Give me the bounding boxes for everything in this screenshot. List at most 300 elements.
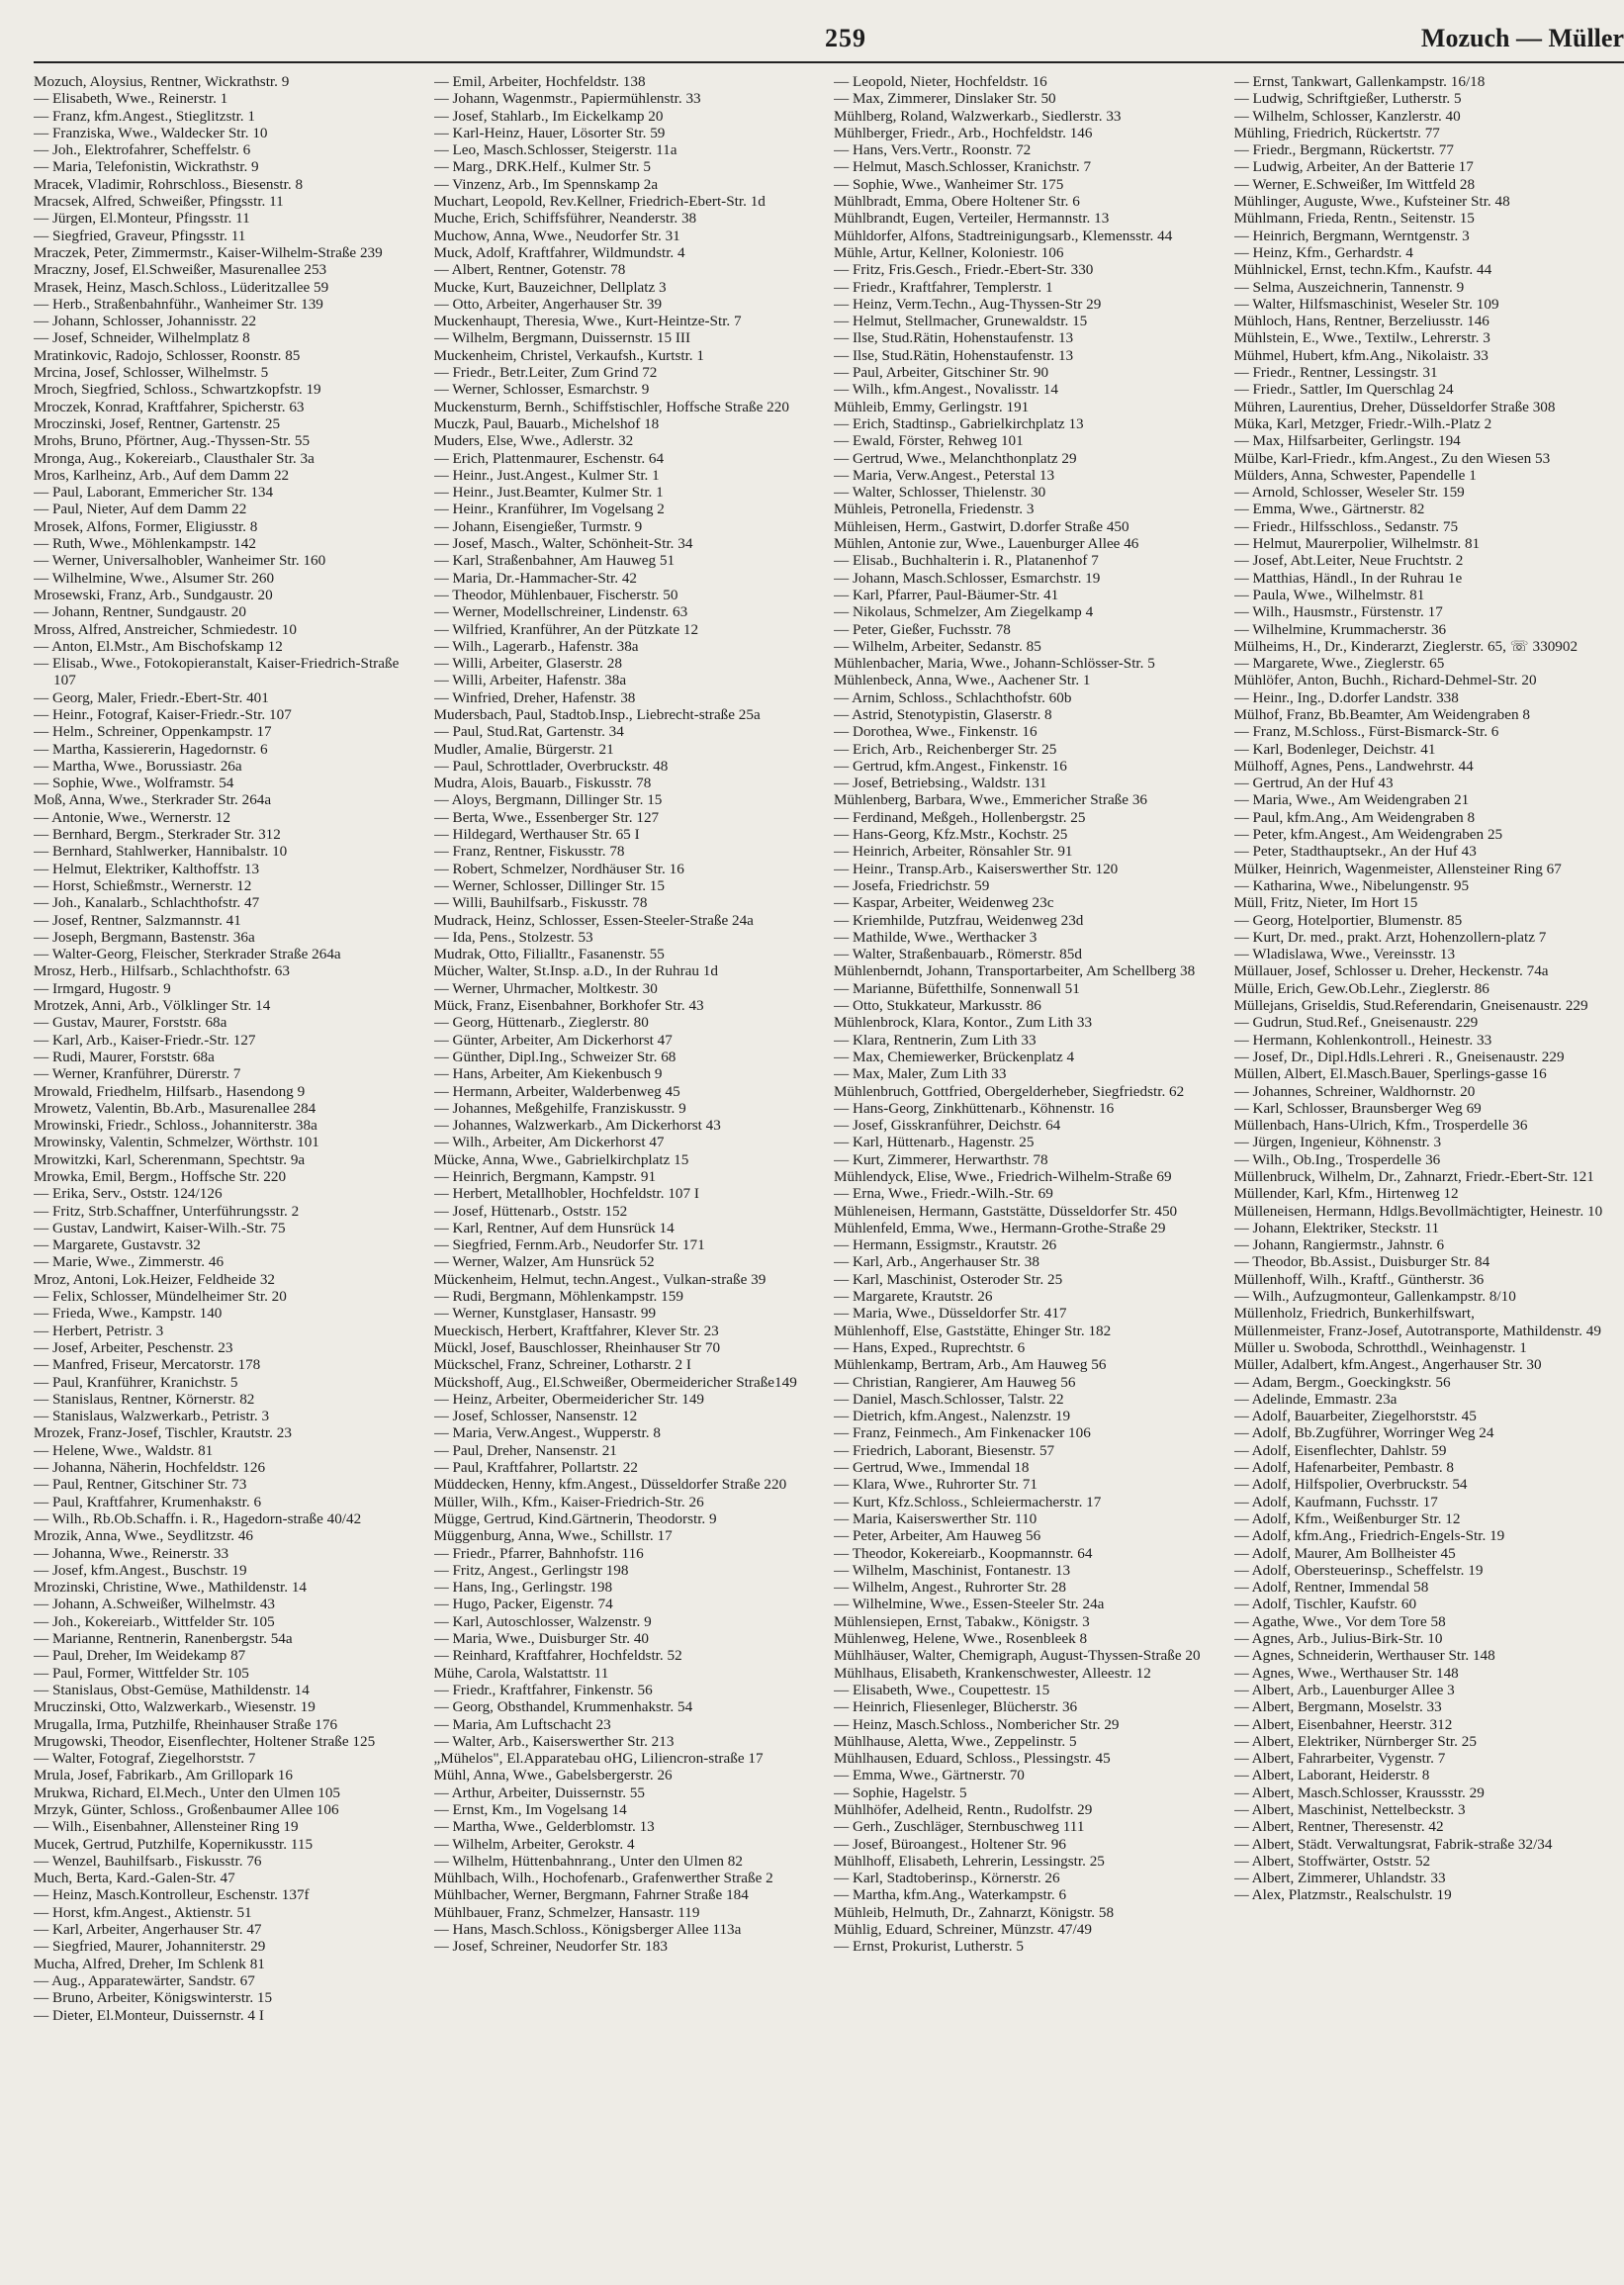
directory-entry: — Albert, Fahrarbeiter, Vygenstr. 7 xyxy=(1233,1750,1446,1768)
directory-entry: Muchart, Leopold, Rev.Kellner, Friedrich-Ebert-Str. 1d xyxy=(433,193,766,211)
directory-entry: Mrukwa, Richard, El.Mech., Unter den Ulmen 105 xyxy=(34,1783,341,1801)
directory-entry: Mühlbauer, Franz, Schmelzer, Hansastr. 119 xyxy=(433,1903,700,1921)
directory-entry: — Arnold, Schlosser, Weseler Str. 159 xyxy=(1233,484,1465,502)
directory-entry: Mühmel, Hubert, kfm.Ang., Nikolaistr. 33 xyxy=(1233,346,1489,364)
directory-entry: Mühleisen, Herm., Gastwirt, D.dorfer Straße 450 xyxy=(834,517,1129,535)
directory-entry: — Sophie, Hagelstr. 5 xyxy=(834,1783,967,1801)
directory-entry: Mühlenbruch, Gottfried, Obergelderheber, Siegfriedstr. 62 xyxy=(834,1082,1185,1100)
directory-entry: Mross, Alfred, Anstreicher, Schmiedestr. 10 xyxy=(34,620,297,638)
directory-entry: — Werner, Schlosser, Dillinger Str. 15 xyxy=(433,876,665,894)
directory-entry: — Johann, Masch.Schlosser, Esmarchstr. 19 xyxy=(834,569,1101,587)
directory-entry: Mudrack, Heinz, Schlosser, Essen-Steeler-Straße 24a xyxy=(433,911,754,929)
directory-entry: — Arthur, Arbeiter, Duissernstr. 55 xyxy=(433,1783,645,1801)
directory-entry: — Adolf, Hafenarbeiter, Pembastr. 8 xyxy=(1233,1459,1455,1477)
directory-entry: — Paul, Stud.Rat, Gartenstr. 34 xyxy=(433,723,624,741)
directory-entry: Mucha, Alfred, Dreher, Im Schlenk 81 xyxy=(34,1955,265,1972)
directory-entry: — Karl, Arbeiter, Angerhauser Str. 47 xyxy=(34,1921,262,1939)
directory-entry: — Paul, Former, Wittfelder Str. 105 xyxy=(34,1664,249,1682)
directory-entry: Mrosz, Herb., Hilfsarb., Schlachthofstr. 63 xyxy=(34,962,290,980)
directory-entry: — Jürgen, Ingenieur, Köhnenstr. 3 xyxy=(1233,1134,1442,1151)
directory-entry: — Albert, Elektriker, Nürnberger Str. 25 xyxy=(1233,1732,1477,1750)
directory-entry: — Adolf, Obersteuerinsp., Scheffelstr. 19 xyxy=(1233,1561,1484,1579)
directory-entry: — Adolf, Bauarbeiter, Ziegelhorststr. 45 xyxy=(1233,1408,1477,1425)
directory-entry: Mühlhöfer, Adelheid, Rentn., Rudolfstr. 29 xyxy=(834,1800,1093,1818)
directory-entry: Muchow, Anna, Wwe., Neudorfer Str. 31 xyxy=(433,227,680,244)
directory-entry: — Peter, Arbeiter, Am Hauweg 56 xyxy=(834,1527,1041,1545)
directory-entry: — Friedr., Sattler, Im Querschlag 24 xyxy=(1233,381,1454,399)
directory-entry: — Johann, A.Schweißer, Wilhelmstr. 43 xyxy=(34,1596,276,1613)
directory-entry: — Karl, Schlosser, Braunsberger Weg 69 xyxy=(1233,1099,1482,1117)
directory-entry: — Hermann, Kohlenkontroll., Heinestr. 33 xyxy=(1233,1031,1492,1049)
directory-entry: — Johann, Elektriker, Steckstr. 11 xyxy=(1233,1219,1440,1236)
directory-entry: — Johannes, Walzwerkarb., Am Dickerhorst 43 xyxy=(433,1117,721,1135)
directory-entry: — Kurt, Kfz.Schloss., Schleiermacherstr. 17 xyxy=(834,1493,1102,1510)
directory-entry: Mückenheim, Helmut, techn.Angest., Vulkan-straße 39 xyxy=(433,1270,767,1288)
directory-entry: — Wilhelm, Maschinist, Fontanestr. 13 xyxy=(834,1561,1071,1579)
page-number: 259 xyxy=(825,24,866,52)
directory-entry: — Georg, Maler, Friedr.-Ebert-Str. 401 xyxy=(34,688,269,706)
directory-entry: Mucek, Gertrud, Putzhilfe, Kopernikusstr. 115 xyxy=(34,1835,314,1853)
directory-entry: Mühlhausen, Eduard, Schloss., Plessingstr. 45 xyxy=(834,1750,1111,1768)
directory-entry: — Marg., DRK.Helf., Kulmer Str. 5 xyxy=(433,158,651,176)
directory-entry: — Wilh., kfm.Angest., Novalisstr. 14 xyxy=(834,381,1058,399)
directory-entry: — Adolf, Bb.Zugführer, Worringer Weg 24 xyxy=(1233,1424,1494,1442)
directory-entry: Mückschel, Franz, Schreiner, Lotharstr. 2 I xyxy=(433,1356,691,1374)
directory-entry: — Martha, Wwe., Gelderblomstr. 13 xyxy=(433,1818,655,1836)
directory-entry: Mronga, Aug., Kokereiarb., Clausthaler Str. 3a xyxy=(34,449,315,467)
directory-entry: — Hermann, Essigmstr., Krautstr. 26 xyxy=(834,1236,1057,1254)
directory-entry: Muche, Erich, Schiffsführer, Neanderstr. 38 xyxy=(433,210,697,228)
directory-entry: — Josef, Abt.Leiter, Neue Fruchtstr. 2 xyxy=(1233,552,1464,570)
directory-entry: — Georg, Hotelportier, Blumenstr. 85 xyxy=(1233,911,1463,929)
directory-entry: — Antonie, Wwe., Wernerstr. 12 xyxy=(34,808,230,826)
directory-entry: — Maria, Verw.Angest., Wupperstr. 8 xyxy=(433,1424,661,1442)
directory-entry: — Anton, El.Mstr., Am Bischofskamp 12 xyxy=(34,637,283,655)
directory-entry: — Horst, kfm.Angest., Aktienstr. 51 xyxy=(34,1903,252,1921)
directory-entry: — Hans, Ing., Gerlingstr. 198 xyxy=(433,1579,613,1597)
directory-entry: — Werner, Kunstglaser, Hansastr. 99 xyxy=(433,1305,657,1323)
column-1 xyxy=(34,73,424,2277)
directory-entry: — Hans-Georg, Kfz.Mstr., Kochstr. 25 xyxy=(834,826,1068,844)
directory-entry: — Heinz, Masch.Kontrolleur, Eschenstr. 137f xyxy=(34,1886,310,1904)
directory-entry: Mülders, Anna, Schwester, Papendelle 1 xyxy=(1233,466,1477,484)
directory-entry: — Ruth, Wwe., Möhlenkampstr. 142 xyxy=(34,535,256,553)
directory-entry: — Elisabeth, Wwe., Coupettestr. 15 xyxy=(834,1681,1050,1698)
directory-entry: — Marie, Wwe., Zimmerstr. 46 xyxy=(34,1253,225,1271)
directory-entry: — Matthias, Händl., In der Ruhrau 1e xyxy=(1233,569,1463,587)
directory-entry: — Ernst, Prokurist, Lutherstr. 5 xyxy=(834,1938,1024,1956)
directory-entry: — Werner, Modellschreiner, Lindenstr. 63 xyxy=(433,603,688,621)
directory-entry: — Adolf, Tischler, Kaufstr. 60 xyxy=(1233,1596,1417,1613)
directory-entry: — Albert, Arb., Lauenburger Allee 3 xyxy=(1233,1681,1455,1698)
directory-entry: — Albert, Laborant, Heiderstr. 8 xyxy=(1233,1767,1430,1784)
directory-entry: — Wilh., Aufzugmonteur, Gallenkampstr. 8/10 xyxy=(1233,1288,1516,1306)
directory-entry: — Adolf, Hilfspolier, Overbruckstr. 54 xyxy=(1233,1476,1468,1494)
directory-entry: — Ludwig, Schriftgießer, Lutherstr. 5 xyxy=(1233,90,1462,108)
directory-entry: — Ludwig, Arbeiter, An der Batterie 17 xyxy=(1233,158,1474,176)
directory-entry: — Adelinde, Emmastr. 23a xyxy=(1233,1390,1398,1408)
directory-entry: — Günther, Dipl.Ing., Schweizer Str. 68 xyxy=(433,1048,677,1065)
directory-entry: Mudra, Alois, Bauarb., Fiskusstr. 78 xyxy=(433,775,652,792)
directory-entry: — Helmut, Elektriker, Kalthoffstr. 13 xyxy=(34,860,260,877)
directory-entry: — Aloys, Bergmann, Dillinger Str. 15 xyxy=(433,791,663,809)
directory-entry: — Stanislaus, Obst-Gemüse, Mathildenstr. 14 xyxy=(34,1681,310,1698)
directory-entry: — Karl, Pfarrer, Paul-Bäumer-Str. 41 xyxy=(834,586,1059,603)
directory-entry: — Fritz, Fris.Gesch., Friedr.-Ebert-Str. 330 xyxy=(834,261,1094,279)
directory-entry: — Hans, Vers.Vertr., Roonstr. 72 xyxy=(834,141,1032,159)
directory-entry: — Wilhelm, Hüttenbahnrang., Unter den Ulmen 82 xyxy=(433,1852,743,1870)
directory-entry: — Peter, Gießer, Fuchsstr. 78 xyxy=(834,620,1011,638)
directory-entry: — Johanna, Wwe., Reinerstr. 33 xyxy=(34,1544,229,1562)
directory-entry: — Franz, Rentner, Fiskusstr. 78 xyxy=(433,843,625,861)
directory-entry: — Joseph, Bergmann, Bastenstr. 36a xyxy=(34,928,255,946)
directory-entry: — Siegfried, Graveur, Pfingsstr. 11 xyxy=(34,227,246,244)
directory-entry: — Heinrich, Arbeiter, Rönsahler Str. 91 xyxy=(834,843,1073,861)
directory-entry: — Josef, Betriebsing., Waldstr. 131 xyxy=(834,775,1047,792)
directory-entry: — Martha, Kassiererin, Hagedornstr. 6 xyxy=(34,740,268,758)
directory-entry: — Arnim, Schloss., Schlachthofstr. 60b xyxy=(834,688,1072,706)
directory-entry: — Josef, Rentner, Salzmannstr. 41 xyxy=(34,911,241,929)
directory-entry: — Mathilde, Wwe., Werthacker 3 xyxy=(834,928,1038,946)
directory-entry: — Wilhelm, Arbeiter, Gerokstr. 4 xyxy=(433,1835,635,1853)
directory-entry: Mühlhäuser, Walter, Chemigraph, August-Thyssen-Straße 20 xyxy=(834,1647,1201,1665)
directory-entry: — Helm., Schreiner, Oppenkampstr. 17 xyxy=(34,723,272,741)
directory-entry: — Helmut, Masch.Schlosser, Kranichstr. 7 xyxy=(834,158,1092,176)
directory-entry: Muczk, Paul, Bauarb., Michelshof 18 xyxy=(433,414,660,432)
directory-entry: — Kaspar, Arbeiter, Weidenweg 23c xyxy=(834,894,1054,912)
directory-entry: — Stanislaus, Rentner, Körnerstr. 82 xyxy=(34,1390,255,1408)
directory-entry: „Mühelos", El.Apparatebau oHG, Liliencron-straße 17 xyxy=(433,1750,764,1768)
directory-entry: Mülheims, H., Dr., Kinderarzt, Zieglerstr. 65, ☏ 330902 xyxy=(1233,637,1579,655)
directory-entry: — Gustav, Maurer, Forststr. 68a xyxy=(34,1014,227,1032)
directory-entry: Moß, Anna, Wwe., Sterkrader Str. 264a xyxy=(34,791,272,809)
directory-entry: — Paul, Laborant, Emmericher Str. 134 xyxy=(34,484,274,502)
directory-entry: Mraczny, Josef, El.Schweißer, Masurenallee 253 xyxy=(34,261,327,279)
directory-entry: — Josef, Gisskranführer, Deichstr. 64 xyxy=(834,1117,1061,1135)
directory-entry: — Hans, Exped., Ruprechtstr. 6 xyxy=(834,1338,1026,1356)
directory-entry: — Kurt, Zimmerer, Herwarthstr. 78 xyxy=(834,1150,1048,1168)
directory-entry: — Wilh., Rb.Ob.Schaffn. i. R., Hagedorn-straße 40/42 xyxy=(34,1509,362,1527)
directory-entry: — Johann, Rentner, Sundgaustr. 20 xyxy=(34,603,246,621)
directory-entry: — Gertrud, An der Huf 43 xyxy=(1233,775,1394,792)
directory-entry: Mros, Karlheinz, Arb., Auf dem Damm 22 xyxy=(34,466,290,484)
directory-entry: Mülhof, Franz, Bb.Beamter, Am Weidengraben 8 xyxy=(1233,705,1530,723)
directory-entry: — Josefa, Friedrichstr. 59 xyxy=(834,876,990,894)
directory-entry: Mrohs, Bruno, Pförtner, Aug.-Thyssen-Str. 55 xyxy=(34,432,311,450)
directory-entry: — Hans-Georg, Zinkhüttenarb., Köhnenstr. 16 xyxy=(834,1099,1115,1117)
directory-entry: — Gudrun, Stud.Ref., Gneisenaustr. 229 xyxy=(1233,1014,1479,1032)
directory-entry: — Gustav, Landwirt, Kaiser-Wilh.-Str. 75 xyxy=(34,1219,286,1236)
directory-entry: — Heinz, Verm.Techn., Aug-Thyssen-Str 29 xyxy=(834,295,1102,313)
directory-entry: — Otto, Arbeiter, Angerhauser Str. 39 xyxy=(433,295,663,313)
directory-entry: Mühldorfer, Alfons, Stadtreinigungsarb., Klemensstr. 44 xyxy=(834,227,1173,244)
directory-entry: — Marianne, Rentnerin, Ranenbergstr. 54a xyxy=(34,1630,293,1648)
directory-entry: — Felix, Schlosser, Mündelheimer Str. 20 xyxy=(34,1288,287,1306)
directory-entry: — Wilfried, Kranführer, An der Pützkate 12 xyxy=(433,620,699,638)
directory-entry: — Alex, Platzmstr., Realschulstr. 19 xyxy=(1233,1886,1452,1904)
directory-entry: — Karl, Stadtoberinsp., Körnerstr. 26 xyxy=(834,1870,1060,1887)
directory-entry: — Paul, Rentner, Gitschiner Str. 73 xyxy=(34,1476,247,1494)
directory-entry: Mrula, Josef, Fabrikarb., Am Grillopark 16 xyxy=(34,1767,293,1784)
directory-entry: — Wilh., Arbeiter, Am Dickerhorst 47 xyxy=(433,1134,665,1151)
directory-entry: — Paul, Arbeiter, Gitschiner Str. 90 xyxy=(834,364,1049,382)
directory-entry: Müll, Fritz, Nieter, Im Hort 15 xyxy=(1233,894,1418,912)
directory-entry: — Werner, Walzer, Am Hunsrück 52 xyxy=(433,1253,655,1271)
directory-entry: — Albert, Masch.Schlosser, Kraussstr. 29 xyxy=(1233,1783,1485,1801)
directory-entry: — Adolf, Kfm., Weißenburger Str. 12 xyxy=(1233,1509,1461,1527)
directory-entry: — Kriemhilde, Putzfrau, Weidenweg 23d xyxy=(834,911,1084,929)
directory-entry: — Agnes, Arb., Julius-Birk-Str. 10 xyxy=(1233,1630,1443,1648)
directory-entry: — Peter, kfm.Angest., Am Weidengraben 25 xyxy=(1233,826,1503,844)
directory-entry: Mrozik, Anna, Wwe., Seydlitzstr. 46 xyxy=(34,1527,254,1545)
directory-entry: — Peter, Stadthauptsekr., An der Huf 43 xyxy=(1233,843,1477,861)
directory-entry: — Sophie, Wwe., Wolframstr. 54 xyxy=(34,775,234,792)
directory-entry: — Adolf, Kaufmann, Fuchsstr. 17 xyxy=(1233,1493,1438,1510)
directory-entry: Much, Berta, Kard.-Galen-Str. 47 xyxy=(34,1870,235,1887)
directory-entry: — Hans, Arbeiter, Am Kiekenbusch 9 xyxy=(433,1065,663,1083)
directory-entry: — Bruno, Arbeiter, Königswinterstr. 15 xyxy=(34,1989,273,2007)
directory-entry: Mrowinsky, Valentin, Schmelzer, Wörthstr. 101 xyxy=(34,1134,319,1151)
directory-entry: — Daniel, Masch.Schlosser, Talstr. 22 xyxy=(834,1390,1064,1408)
directory-entry: — Friedr., Rentner, Lessingstr. 31 xyxy=(1233,364,1438,382)
directory-entry: Muckensturm, Bernh., Schiffstischler, Hoffsche Straße 220 xyxy=(433,398,789,415)
directory-entry: Müllenhoff, Wilh., Kraftf., Güntherstr. 36 xyxy=(1233,1270,1485,1288)
directory-entry: — Walter, Straßenbauarb., Römerstr. 85d xyxy=(834,946,1082,963)
directory-entry: — Albert, Rentner, Theresenstr. 42 xyxy=(1233,1818,1444,1836)
directory-entry: — Hildegard, Werthauser Str. 65 I xyxy=(433,826,640,844)
directory-entry: Mühlenberndt, Johann, Transportarbeiter, Am Schellberg 38 xyxy=(834,962,1196,980)
directory-entry: — Wilh., Ob.Ing., Trosperdelle 36 xyxy=(1233,1150,1441,1168)
directory-entry: — Paul, Dreher, Im Weidekamp 87 xyxy=(34,1647,246,1665)
directory-entry: Müller, Wilh., Kfm., Kaiser-Friedrich-Str. 26 xyxy=(433,1493,704,1510)
directory-entry: Müllender, Karl, Kfm., Hirtenweg 12 xyxy=(1233,1185,1459,1203)
directory-entry: — Emil, Arbeiter, Hochfeldstr. 138 xyxy=(433,73,646,90)
directory-entry: Mühlhause, Aletta, Wwe., Zeppelinstr. 5 xyxy=(834,1732,1077,1750)
directory-entry: — Werner, E.Schweißer, Im Wittfeld 28 xyxy=(1233,175,1476,193)
directory-entry: — Max, Maler, Zum Lith 33 xyxy=(834,1065,1007,1083)
directory-entry: — Werner, Uhrmacher, Moltkestr. 30 xyxy=(433,979,658,997)
directory-entry: — Friedr., Pfarrer, Bahnhofstr. 116 xyxy=(433,1544,644,1562)
directory-entry: — Adolf, kfm.Ang., Friedrich-Engels-Str. 19 xyxy=(1233,1527,1505,1545)
directory-entry: Mühlendyck, Elise, Wwe., Friedrich-Wilhelm-Straße 69 xyxy=(834,1168,1172,1185)
directory-entry: — Elisab., Wwe., Fotokopieranstalt, Kaiser-Friedrich-Straße 107 xyxy=(34,655,400,689)
directory-entry: Müllen, Albert, El.Masch.Bauer, Sperlings-gasse 16 xyxy=(1233,1065,1547,1083)
directory-entry: — Wilhelm, Bergmann, Duissernstr. 15 III xyxy=(433,329,691,347)
directory-entry: Mühlenbacher, Maria, Wwe., Johann-Schlösser-Str. 5 xyxy=(834,655,1155,673)
directory-entry: — Winfried, Dreher, Hafenstr. 38 xyxy=(433,688,636,706)
directory-entry: — Friedr., Kraftfahrer, Finkenstr. 56 xyxy=(433,1681,653,1698)
directory-entry: — Wilh., Eisenbahner, Allensteiner Ring 19 xyxy=(34,1818,299,1836)
directory-entry: — Dietrich, kfm.Angest., Nalenzstr. 19 xyxy=(834,1408,1071,1425)
directory-entry: — Gertrud, kfm.Angest., Finkenstr. 16 xyxy=(834,757,1067,775)
directory-entry: Mrozinski, Christine, Wwe., Mathildenstr. 14 xyxy=(34,1579,308,1597)
directory-entry: Mrowald, Friedhelm, Hilfsarb., Hasendong 9 xyxy=(34,1082,306,1100)
directory-entry: Mrasek, Heinz, Masch.Schloss., Lüderitzallee 59 xyxy=(34,278,329,296)
directory-entry: Mühlenfeld, Emma, Wwe., Hermann-Grothe-Straße 29 xyxy=(834,1219,1166,1236)
directory-entry: — Leo, Masch.Schlosser, Steigerstr. 11a xyxy=(433,141,677,159)
directory-entry: — Karl, Maschinist, Osteroder Str. 25 xyxy=(834,1270,1063,1288)
directory-entry: Müddecken, Henny, kfm.Angest., Düsseldorfer Straße 220 xyxy=(433,1476,787,1494)
directory-entry: — Erich, Plattenmaurer, Eschenstr. 64 xyxy=(433,449,665,467)
header-rule xyxy=(34,61,1624,63)
directory-entry: Mühlnickel, Ernst, techn.Kfm., Kaufstr. 44 xyxy=(1233,261,1492,279)
directory-entry: Mühlinger, Auguste, Wwe., Kufsteiner Str. 48 xyxy=(1233,193,1510,211)
directory-entry: — Maria, Kaiserswerther Str. 110 xyxy=(834,1509,1038,1527)
directory-entry: — Adolf, Eisenflechter, Dahlstr. 59 xyxy=(1233,1441,1447,1459)
directory-entry: — Astrid, Stenotypistin, Glaserstr. 8 xyxy=(834,705,1052,723)
directory-entry: — Hugo, Packer, Eigenstr. 74 xyxy=(433,1596,613,1613)
directory-entry: Mühlbradt, Emma, Obere Holtener Str. 6 xyxy=(834,193,1080,211)
directory-entry: Mühleis, Petronella, Friedenstr. 3 xyxy=(834,501,1035,518)
directory-entry: — Klara, Rentnerin, Zum Lith 33 xyxy=(834,1031,1037,1049)
directory-entry: — Margarete, Gustavstr. 32 xyxy=(34,1236,201,1254)
directory-entry: — Wilh., Lagerarb., Hafenstr. 38a xyxy=(433,637,639,655)
directory-entry: — Theodor, Kokereiarb., Koopmannstr. 64 xyxy=(834,1544,1093,1562)
directory-entry: — Werner, Kranführer, Dürerstr. 7 xyxy=(34,1065,241,1083)
directory-entry: Mühlbach, Wilh., Hochofenarb., Grafenwerther Straße 2 xyxy=(433,1870,773,1887)
directory-entry: — Ewald, Förster, Rehweg 101 xyxy=(834,432,1024,450)
directory-entry: — Ernst, Tankwart, Gallenkampstr. 16/18 xyxy=(1233,73,1486,90)
directory-entry: — Aug., Apparatewärter, Sandstr. 67 xyxy=(34,1971,255,1989)
directory-entry: — Karl, Autoschlosser, Walzenstr. 9 xyxy=(433,1612,652,1630)
directory-entry: Mühlstein, E., Wwe., Textilw., Lehrerstr. 3 xyxy=(1233,329,1490,347)
directory-entry: Mracsek, Alfred, Schweißer, Pfingsstr. 11 xyxy=(34,193,284,211)
directory-entry: Mühloch, Hans, Rentner, Berzeliusstr. 146 xyxy=(1233,313,1489,330)
directory-entry: — Adam, Bergm., Goeckingkstr. 56 xyxy=(1233,1373,1451,1391)
directory-entry: — Georg, Obsthandel, Krummenhakstr. 54 xyxy=(433,1698,693,1716)
directory-entry: — Martha, Wwe., Borussiastr. 26a xyxy=(34,757,242,775)
directory-entry: — Paul, Schrottlader, Overbruckstr. 48 xyxy=(433,757,669,775)
directory-entry: Mülhoff, Agnes, Pens., Landwehrstr. 44 xyxy=(1233,757,1474,775)
directory-entry: Mrowinski, Friedr., Schloss., Johanniterstr. 38a xyxy=(34,1117,317,1135)
directory-entry: Mrugowski, Theodor, Eisenflechter, Holtener Straße 125 xyxy=(34,1732,376,1750)
directory-entry: — Emma, Wwe., Gärtnerstr. 70 xyxy=(834,1767,1025,1784)
column-4 xyxy=(1234,73,1624,2277)
directory-entry: Mühlenhoff, Else, Gaststätte, Ehinger Str. 182 xyxy=(834,1322,1112,1339)
directory-entry: Mühlöfer, Anton, Buchh., Richard-Dehmel-Str. 20 xyxy=(1233,672,1537,689)
directory-entry: Mrotzek, Anni, Arb., Völklinger Str. 14 xyxy=(34,997,271,1015)
directory-entry: — Margarete, Wwe., Zieglerstr. 65 xyxy=(1233,655,1445,673)
directory-entry: — Horst, Schießmstr., Wernerstr. 12 xyxy=(34,876,252,894)
directory-entry: Müllejans, Griseldis, Stud.Referendarin, Gneisenaustr. 229 xyxy=(1233,997,1588,1015)
directory-entry: — Josef, Schlosser, Nansenstr. 12 xyxy=(433,1408,638,1425)
directory-entry: — Ferdinand, Meßgeh., Hollenbergstr. 25 xyxy=(834,808,1086,826)
directory-entry: — Wenzel, Bauhilfsarb., Fiskusstr. 76 xyxy=(34,1852,262,1870)
directory-entry: Mühren, Laurentius, Dreher, Düsseldorfer Straße 308 xyxy=(1233,398,1556,415)
directory-entry: Mroz, Antoni, Lok.Heizer, Feldheide 32 xyxy=(34,1270,276,1288)
directory-entry: — Sophie, Wwe., Wanheimer Str. 175 xyxy=(834,175,1064,193)
directory-entry: — Karl, Hüttenarb., Hagenstr. 25 xyxy=(834,1134,1035,1151)
directory-entry: Mülle, Erich, Gew.Ob.Lehr., Zieglerstr. 86 xyxy=(1233,979,1489,997)
directory-entry: — Joh., Kanalarb., Schlachthofstr. 47 xyxy=(34,894,260,912)
directory-entry: Mrcina, Josef, Schlosser, Wilhelmstr. 5 xyxy=(34,364,269,382)
directory-entry: — Maria, Am Luftschacht 23 xyxy=(433,1715,611,1733)
directory-entry: — Rudi, Maurer, Forststr. 68a xyxy=(34,1048,215,1065)
directory-entry: — Walter, Hilfsmaschinist, Weseler Str. 109 xyxy=(1233,295,1499,313)
directory-entry: Mrowka, Emil, Bergm., Hoffsche Str. 220 xyxy=(34,1168,287,1185)
directory-entry: — Josef, Stahlarb., Im Eickelkamp 20 xyxy=(433,107,664,125)
directory-entry: — Franziska, Wwe., Waldecker Str. 10 xyxy=(34,124,268,141)
directory-entry: Mratinkovic, Radojo, Schlosser, Roonstr. 85 xyxy=(34,346,301,364)
directory-entry: — Franz, kfm.Angest., Stieglitzstr. 1 xyxy=(34,107,255,125)
directory-entry: — Heinrich, Bergmann, Werntgenstr. 3 xyxy=(1233,227,1470,244)
directory-entry: — Wilhelmine, Krummacherstr. 36 xyxy=(1233,620,1447,638)
directory-entry: — Otto, Stukkateur, Markusstr. 86 xyxy=(834,997,1041,1015)
directory-entry: — Franz, M.Schloss., Fürst-Bismarck-Str. 6 xyxy=(1233,723,1499,741)
directory-entry: — Josef, Dr., Dipl.Hdls.Lehreri . R., Gneisenaustr. 229 xyxy=(1233,1048,1565,1065)
directory-entry: — Elisab., Buchhalterin i. R., Platanenhof 7 xyxy=(834,552,1099,570)
directory-entry: — Karl, Arb., Kaiser-Friedr.-Str. 127 xyxy=(34,1031,256,1049)
directory-entry: — Heinr., Kranführer, Im Vogelsang 2 xyxy=(433,501,665,518)
directory-entry: — Wilhelm, Angest., Ruhrorter Str. 28 xyxy=(834,1579,1066,1597)
directory-entry: — Friedr., Betr.Leiter, Zum Grind 72 xyxy=(433,364,658,382)
directory-entry: — Albert, Städt. Verwaltungsrat, Fabrik-straße 32/34 xyxy=(1233,1835,1553,1853)
directory-entry: Mueckisch, Herbert, Kraftfahrer, Klever Str. 23 xyxy=(433,1322,719,1339)
directory-entry: — Karl, Rentner, Auf dem Hunsrück 14 xyxy=(433,1219,675,1236)
directory-entry: — Karl, Bodenleger, Deichstr. 41 xyxy=(1233,740,1436,758)
directory-entry: — Wilhelmine, Wwe., Alsumer Str. 260 xyxy=(34,569,275,587)
directory-entry: — Günter, Arbeiter, Am Dickerhorst 47 xyxy=(433,1031,673,1049)
directory-entry: Müller u. Swoboda, Schrotthdl., Weinhagenstr. 1 xyxy=(1233,1338,1527,1356)
directory-entry: — Willi, Arbeiter, Glaserstr. 28 xyxy=(433,655,622,673)
directory-entry: — Heinrich, Bergmann, Kampstr. 91 xyxy=(433,1168,657,1185)
directory-entry: Mrozek, Franz-Josef, Tischler, Krautstr. 23 xyxy=(34,1424,292,1442)
directory-entry: — Maria, Wwe., Düsseldorfer Str. 417 xyxy=(834,1305,1067,1323)
directory-entry: — Nikolaus, Schmelzer, Am Ziegelkamp 4 xyxy=(834,603,1094,621)
directory-entry: — Siegfried, Maurer, Johanniterstr. 29 xyxy=(34,1938,266,1956)
directory-entry: — Stanislaus, Walzwerkarb., Petristr. 3 xyxy=(34,1408,270,1425)
directory-entry: — Karl-Heinz, Hauer, Lösorter Str. 59 xyxy=(433,124,666,141)
directory-entry: — Josef, Büroangest., Holtener Str. 96 xyxy=(834,1835,1066,1853)
directory-entry: — Werner, Universalhobler, Wanheimer Str. 160 xyxy=(34,552,326,570)
directory-entry: Muders, Else, Wwe., Adlerstr. 32 xyxy=(433,432,634,450)
directory-entry: — Heinr., Ing., D.dorfer Landstr. 338 xyxy=(1233,688,1459,706)
directory-entry: Mühleib, Emmy, Gerlingstr. 191 xyxy=(834,398,1030,415)
directory-entry: — Berta, Wwe., Essenberger Str. 127 xyxy=(433,808,660,826)
directory-entry: Müllenholz, Friedrich, Bunkerhilfswart, xyxy=(1233,1305,1475,1323)
directory-entry: — Paula, Wwe., Wilhelmstr. 81 xyxy=(1233,586,1425,603)
page-header xyxy=(34,24,1624,63)
directory-entry: Mülker, Heinrich, Wagenmeister, Allensteiner Ring 67 xyxy=(1233,860,1562,877)
directory-entry: Müka, Karl, Metzger, Friedr.-Wilh.-Platz 2 xyxy=(1233,414,1492,432)
directory-entry: — Helene, Wwe., Waldstr. 81 xyxy=(34,1441,214,1459)
directory-entry: Mudersbach, Paul, Stadtob.Insp., Liebrecht-straße 25a xyxy=(433,705,761,723)
directory-entry: — Martha, kfm.Ang., Waterkampstr. 6 xyxy=(834,1886,1067,1904)
directory-entry: — Marianne, Büfetthilfe, Sonnenwall 51 xyxy=(834,979,1080,997)
directory-entry: — Agathe, Wwe., Vor dem Tore 58 xyxy=(1233,1612,1446,1630)
directory-entry: Mucke, Kurt, Bauzeichner, Dellplatz 3 xyxy=(433,278,667,296)
directory-entry: Mroch, Siegfried, Schloss., Schwartzkopfstr. 19 xyxy=(34,381,321,399)
directory-entry: Mülleneisen, Hermann, Hdlgs.Bevollmächtigter, Heinestr. 10 xyxy=(1233,1202,1603,1220)
directory-entry: — Albert, Maschinist, Nettelbeckstr. 3 xyxy=(1233,1800,1466,1818)
directory-entry: — Johannes, Meßgehilfe, Franziskusstr. 9 xyxy=(433,1099,686,1117)
directory-entry: — Heinr., Transp.Arb., Kaiserswerther Str. 120 xyxy=(834,860,1119,877)
directory-entry: Mücher, Walter, St.Insp. a.D., In der Ruhrau 1d xyxy=(433,962,718,980)
directory-entry: — Ernst, Km., Im Vogelsang 14 xyxy=(433,1800,627,1818)
directory-entry: — Agnes, Wwe., Werthauser Str. 148 xyxy=(1233,1664,1459,1682)
directory-entry: Mudrak, Otto, Filialltr., Fasanenstr. 55 xyxy=(433,946,665,963)
directory-entry: — Walter, Schlosser, Thielenstr. 30 xyxy=(834,484,1046,502)
directory-entry: Mühlmann, Frieda, Rentn., Seitenstr. 15 xyxy=(1233,210,1475,228)
directory-entry: — Georg, Hüttenarb., Zieglerstr. 80 xyxy=(433,1014,649,1032)
directory-entry: — Johanna, Näherin, Hochfeldstr. 126 xyxy=(34,1459,266,1477)
directory-entry: — Wilhelm, Arbeiter, Sedanstr. 85 xyxy=(834,637,1041,655)
directory-entry: Müggenburg, Anna, Wwe., Schillstr. 17 xyxy=(433,1527,673,1545)
directory-entry: — Paul, Dreher, Nansenstr. 21 xyxy=(433,1441,617,1459)
directory-entry: Mühlenweg, Helene, Wwe., Rosenbleek 8 xyxy=(834,1630,1088,1648)
directory-entry: — Agnes, Schneiderin, Werthauser Str. 148 xyxy=(1233,1647,1495,1665)
directory-entry: — Jürgen, El.Monteur, Pfingsstr. 11 xyxy=(34,210,250,228)
